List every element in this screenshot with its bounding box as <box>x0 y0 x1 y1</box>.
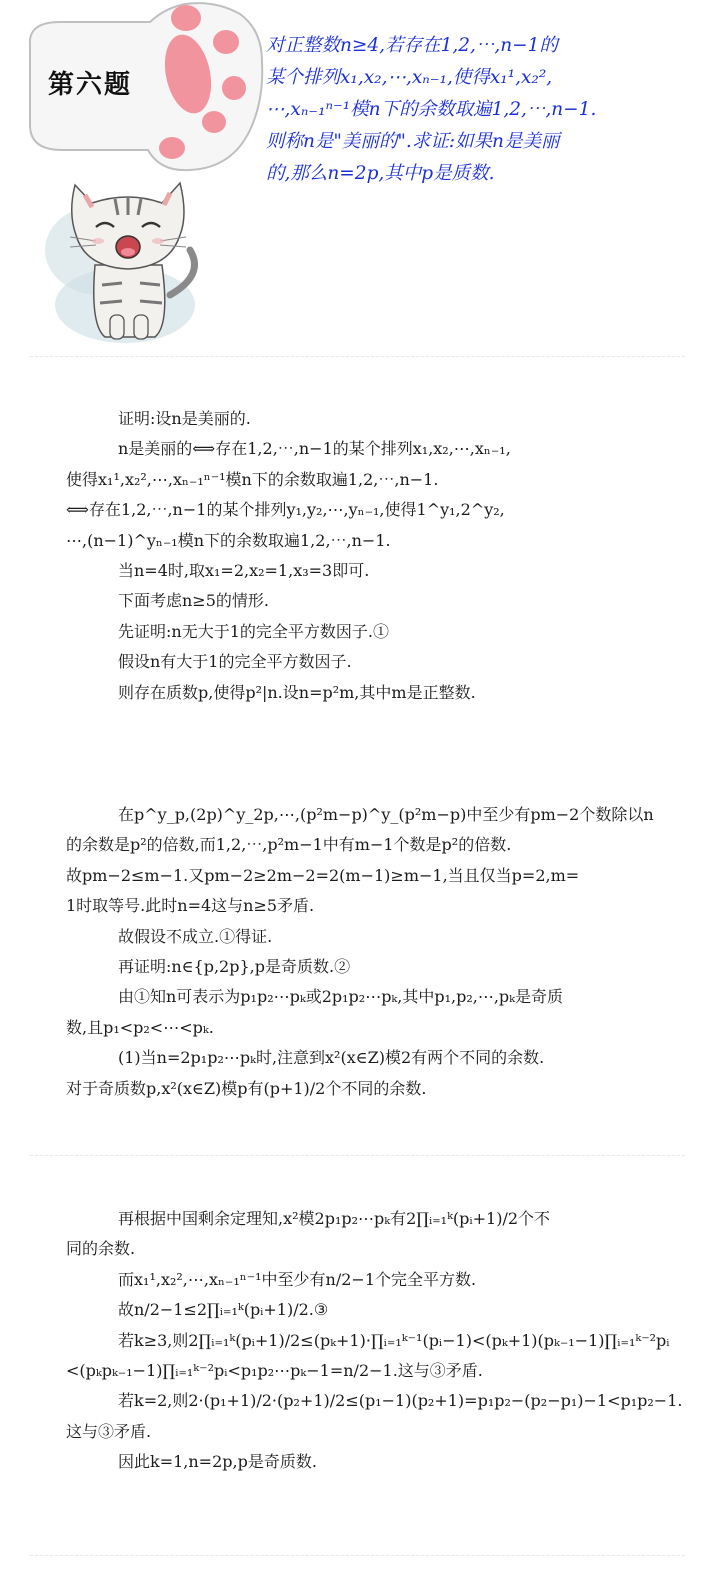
problem-statement <box>266 30 696 190</box>
proof-line: 再证明:n∈{p,2p},p是奇质数.② <box>118 957 351 977</box>
proof-line: 故假设不成立.①得证. <box>118 926 273 946</box>
proof-line: 使得x₁¹,x₂²,⋯,xₙ₋₁ⁿ⁻¹模n下的余数取遍1,2,⋯,n−1. <box>66 469 439 489</box>
proof-line: ⋯,(n−1)^yₙ₋₁模n下的余数取遍1,2,⋯,n−1. <box>66 530 391 550</box>
proof-line: 故n/2−1≤2∏ᵢ₌₁ᵏ(pᵢ+1)/2.③ <box>118 1300 329 1320</box>
proof-block-1 <box>66 404 678 708</box>
proof-line: 因此k=1,n=2p,p是奇质数. <box>118 1452 317 1472</box>
proof-line: 则存在质数p,使得p²|n.设n=p²m,其中m是正整数. <box>118 682 476 702</box>
proof-line: (1)当n=2p₁p₂⋯pₖ时,注意到x²(x∈Z)模2有两个不同的余数. <box>118 1048 545 1068</box>
proof-line: 若k=2,则2·(p₁+1)/2·(p₂+1)/2≤(p₁−1)(p₂+1)=p₁p₂−(p₂−p₁)−1<p₁p₂−1. <box>118 1391 683 1411</box>
proof-line: 由①知n可表示为p₁p₂⋯pₖ或2p₁p₂⋯pₖ,其中p₁,p₂,⋯,pₖ是奇质 <box>118 987 564 1007</box>
proof-line: 的余数是p²的倍数,而1,2,⋯,p²m−1中有m−1个数是p²的倍数. <box>66 835 512 855</box>
paw-print-icon <box>0 0 270 175</box>
proof-line: 在p^y_p,(2p)^y_2p,⋯,(p²m−p)^y_(p²m−p)中至少有pm−2个数除以n <box>118 805 654 824</box>
problem-line: 的,那么n=2p,其中p是质数. <box>266 163 495 184</box>
proof-line: 而x₁¹,x₂²,⋯,xₙ₋₁ⁿ⁻¹中至少有n/2−1个完全平方数. <box>118 1269 477 1289</box>
proof-line: 假设n有大于1的完全平方数因子. <box>118 652 352 672</box>
proof-line: 下面考虑n≥5的情形. <box>118 591 269 611</box>
proof-line: 这与③矛盾. <box>66 1421 152 1441</box>
section-divider <box>30 1155 685 1156</box>
cartoon-cat-illustration <box>30 155 225 350</box>
proof-line: 故pm−2≤m−1.又pm−2≥2m−2=2(m−1)≥m−1,当且仅当p=2,m= <box>66 865 580 885</box>
proof-line: 先证明:n无大于1的完全平方数因子.① <box>118 621 389 641</box>
section-divider <box>30 356 685 357</box>
proof-block-2 <box>66 800 678 1104</box>
problem-line: ⋯,xₙ₋₁ⁿ⁻¹模n下的余数取遍1,2,⋯,n−1. <box>266 99 597 120</box>
proof-line: <(pₖpₖ₋₁−1)∏ᵢ₌₁ᵏ⁻²pᵢ<p₁p₂⋯pₖ−1=n/2−1.这与③矛盾. <box>66 1361 483 1381</box>
proof-line: 证明:设n是美丽的. <box>118 409 251 428</box>
proof-line: 数,且p₁<p₂<⋯<pₖ. <box>66 1017 214 1037</box>
problem-line: 某个排列x₁,x₂,⋯,xₙ₋₁,使得x₁¹,x₂², <box>266 67 553 88</box>
proof-line: n是美丽的⟺存在1,2,⋯,n−1的某个排列x₁,x₂,⋯,xₙ₋₁, <box>118 439 511 459</box>
section-divider <box>30 1555 685 1556</box>
proof-block-3 <box>66 1204 683 1478</box>
proof-line: 对于奇质数p,x²(x∈Z)模p有(p+1)/2个不同的余数. <box>66 1078 427 1098</box>
proof-line: 若k≥3,则2∏ᵢ₌₁ᵏ(pᵢ+1)/2≤(pₖ+1)·∏ᵢ₌₁ᵏ⁻¹(pᵢ−1)<(pₖ+1)(pₖ₋₁−1)∏ᵢ₌₁ᵏ⁻²pᵢ <box>118 1330 670 1350</box>
proof-line: 当n=4时,取x₁=2,x₂=1,x₃=3即可. <box>118 561 370 581</box>
proof-line: 1时取等号.此时n=4这与n≥5矛盾. <box>66 896 315 916</box>
problem-title: 第六题 <box>48 70 133 100</box>
proof-line: ⟺存在1,2,⋯,n−1的某个排列y₁,y₂,⋯,yₙ₋₁,使得1^y₁,2^y₂, <box>66 500 505 520</box>
header <box>0 0 714 350</box>
problem-line: 则称n是"美丽的".求证:如果n是美丽 <box>266 131 560 152</box>
problem-line: 对正整数n≥4,若存在1,2,⋯,n−1的 <box>266 35 558 56</box>
proof-line: 再根据中国剩余定理知,x²模2p₁p₂⋯pₖ有2∏ᵢ₌₁ᵏ(pᵢ+1)/2个不 <box>118 1209 551 1228</box>
proof-line: 同的余数. <box>66 1239 136 1259</box>
